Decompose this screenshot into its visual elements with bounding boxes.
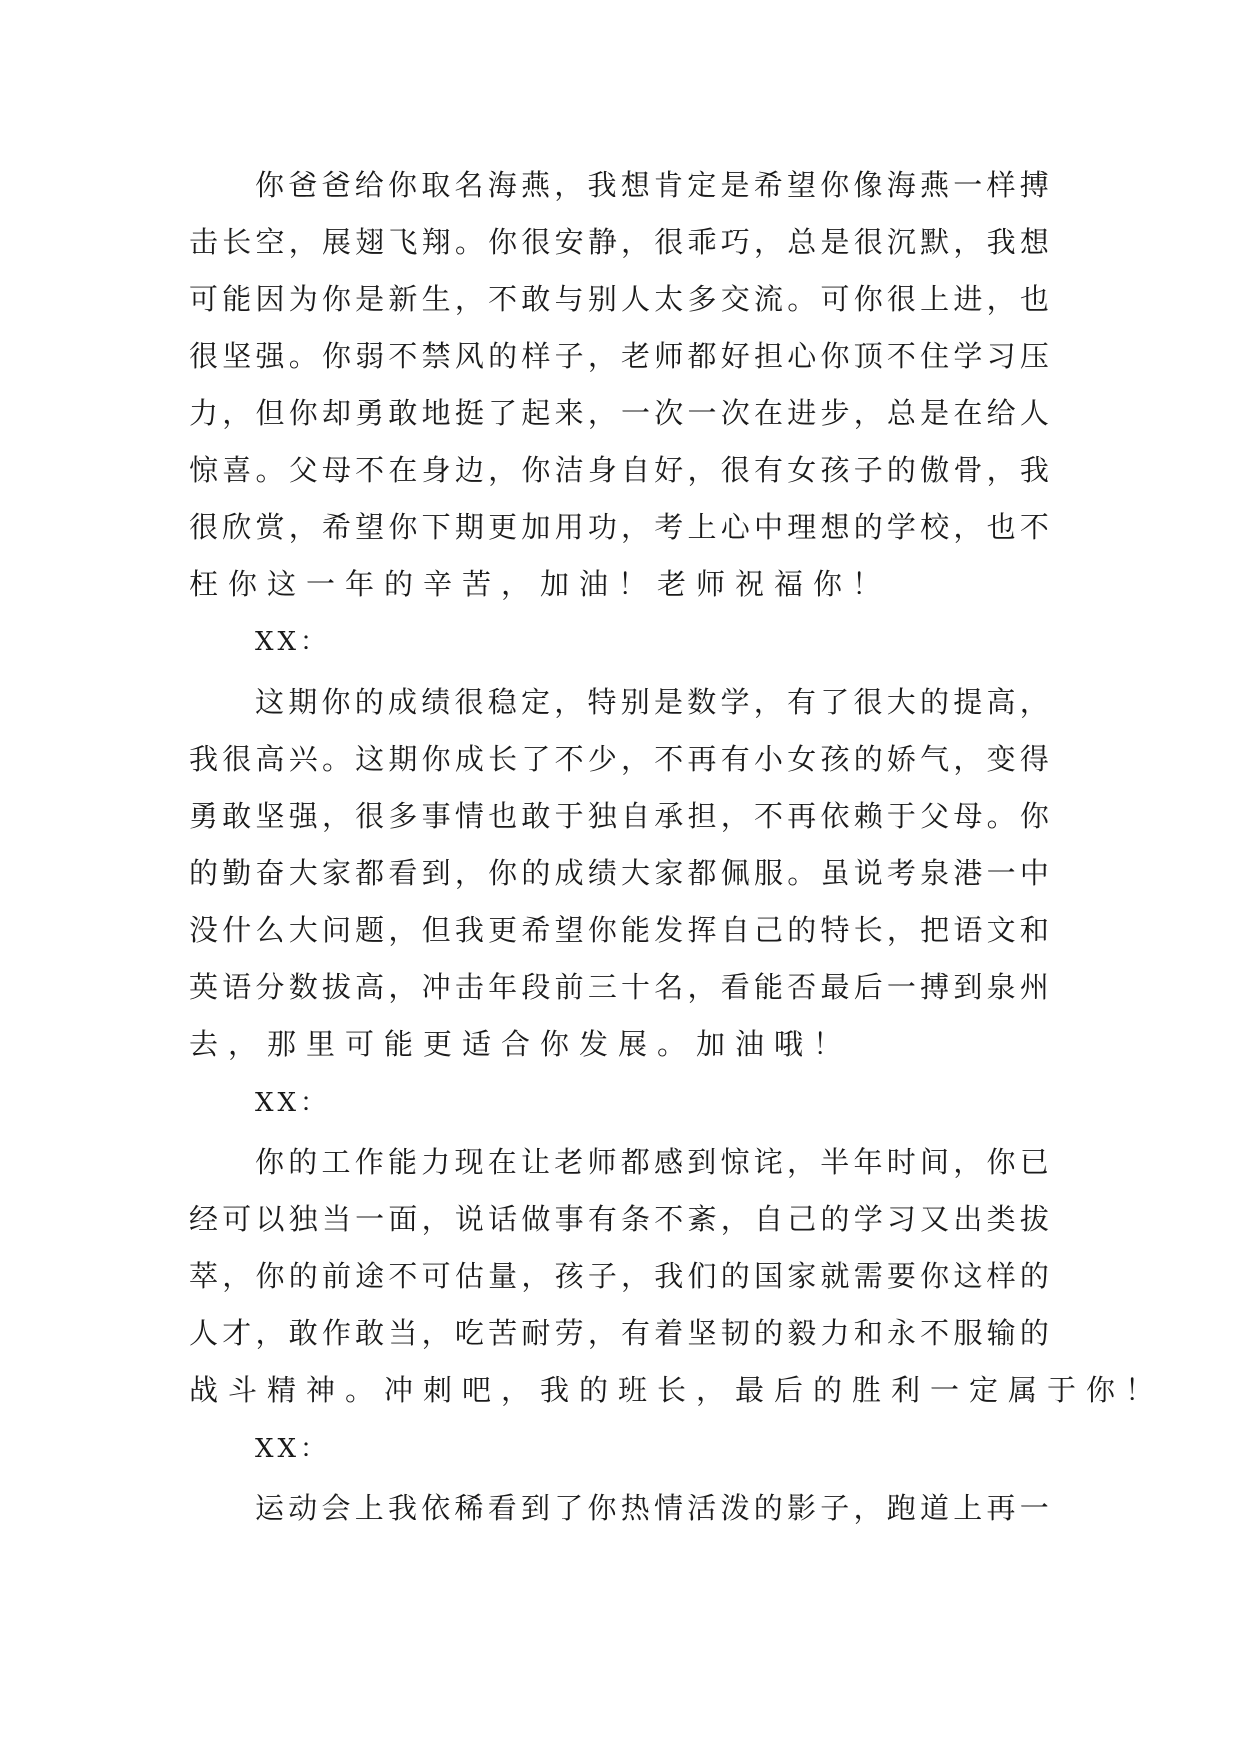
paragraph-2-line-2: 我 很 高 兴 。 这 期 你 成 长 了 不 少 ， 不 再 有 小 女 孩 的 娇 气 ， 变 得 bbox=[189, 742, 1049, 776]
salutation-3: XX： bbox=[255, 1434, 331, 1464]
salutation-1: XX： bbox=[255, 627, 331, 657]
paragraph-3-line-4: 人 才 ， 敢 作 敢 当 ， 吃 苦 耐 劳 ， 有 着 坚 韧 的 毅 力 和 永 不 服 输 的 bbox=[189, 1316, 1049, 1350]
paragraph-1-line-2: 击 长 空 ， 展 翅 飞 翔 。 你 很 安 静 ， 很 乖 巧 ， 总 是 很 沉 默 ， 我 想 bbox=[189, 225, 1049, 259]
paragraph-1-line-3: 可 能 因 为 你 是 新 生 ， 不 敢 与 别 人 太 多 交 流 。 可 你 很 上 进 ， 也 bbox=[189, 282, 1049, 316]
paragraph-1-line-7: 很 欣 赏 ， 希 望 你 下 期 更 加 用 功 ， 考 上 心 中 理 想 的 学 校 ， 也 不 bbox=[189, 510, 1049, 544]
paragraph-3-line-2: 经 可 以 独 当 一 面 ， 说 话 做 事 有 条 不 紊 ， 自 己 的 学 习 又 出 类 拔 bbox=[189, 1202, 1049, 1236]
paragraph-2-line-6: 英 语 分 数 拔 高 ， 冲 击 年 段 前 三 十 名 ， 看 能 否 最 后 一 搏 到 泉 州 bbox=[189, 970, 1049, 1004]
paragraph-3-line-3: 萃 ， 你 的 前 途 不 可 估 量 ， 孩 子 ， 我 们 的 国 家 就 需 要 你 这 样 的 bbox=[189, 1259, 1049, 1293]
paragraph-3-line-5: 战斗精神。冲刺吧，我的班长，最后的胜利一定属于你！ bbox=[189, 1373, 1165, 1407]
paragraph-2-line-5: 没 什 么 大 问 题 ， 但 我 更 希 望 你 能 发 挥 自 己 的 特 长 ， 把 语 文 和 bbox=[189, 913, 1049, 947]
paragraph-1-line-4: 很 坚 强 。 你 弱 不 禁 风 的 样 子 ， 老 师 都 好 担 心 你 顶 不 住 学 习 压 bbox=[189, 339, 1049, 373]
paragraph-4-line-1: 运 动 会 上 我 依 稀 看 到 了 你 热 情 活 泼 的 影 子 ， 跑 道 上 再 一 bbox=[255, 1491, 1049, 1525]
paragraph-1-line-6: 惊 喜 。 父 母 不 在 身 边 ， 你 洁 身 自 好 ， 很 有 女 孩 子 的 傲 骨 ， 我 bbox=[189, 453, 1049, 487]
paragraph-2-line-4: 的 勤 奋 大 家 都 看 到 ， 你 的 成 绩 大 家 都 佩 服 。 虽 说 考 泉 港 一 中 bbox=[189, 856, 1049, 890]
paragraph-3-line-1: 你 的 工 作 能 力 现 在 让 老 师 都 感 到 惊 诧 ， 半 年 时 间 ， 你 已 bbox=[255, 1145, 1049, 1179]
paragraph-1-line-8: 枉你这一年的辛苦，加油！老师祝福你！ bbox=[189, 567, 892, 601]
paragraph-1-line-5: 力 ， 但 你 却 勇 敢 地 挺 了 起 来 ， 一 次 一 次 在 进 步 ， 总 是 在 给 人 bbox=[189, 396, 1049, 430]
paragraph-2-line-3: 勇 敢 坚 强 ， 很 多 事 情 也 敢 于 独 自 承 担 ， 不 再 依 赖 于 父 母 。 你 bbox=[189, 799, 1049, 833]
paragraph-2-line-1: 这 期 你 的 成 绩 很 稳 定 ， 特 别 是 数 学 ， 有 了 很 大 的 提 高 ， bbox=[255, 685, 1049, 719]
paragraph-2-line-7: 去，那里可能更适合你发展。加油哦！ bbox=[189, 1027, 853, 1061]
paragraph-1-line-1: 你 爸 爸 给 你 取 名 海 燕 ， 我 想 肯 定 是 希 望 你 像 海 燕 一 样 搏 bbox=[255, 168, 1049, 202]
salutation-2: XX： bbox=[255, 1088, 331, 1118]
